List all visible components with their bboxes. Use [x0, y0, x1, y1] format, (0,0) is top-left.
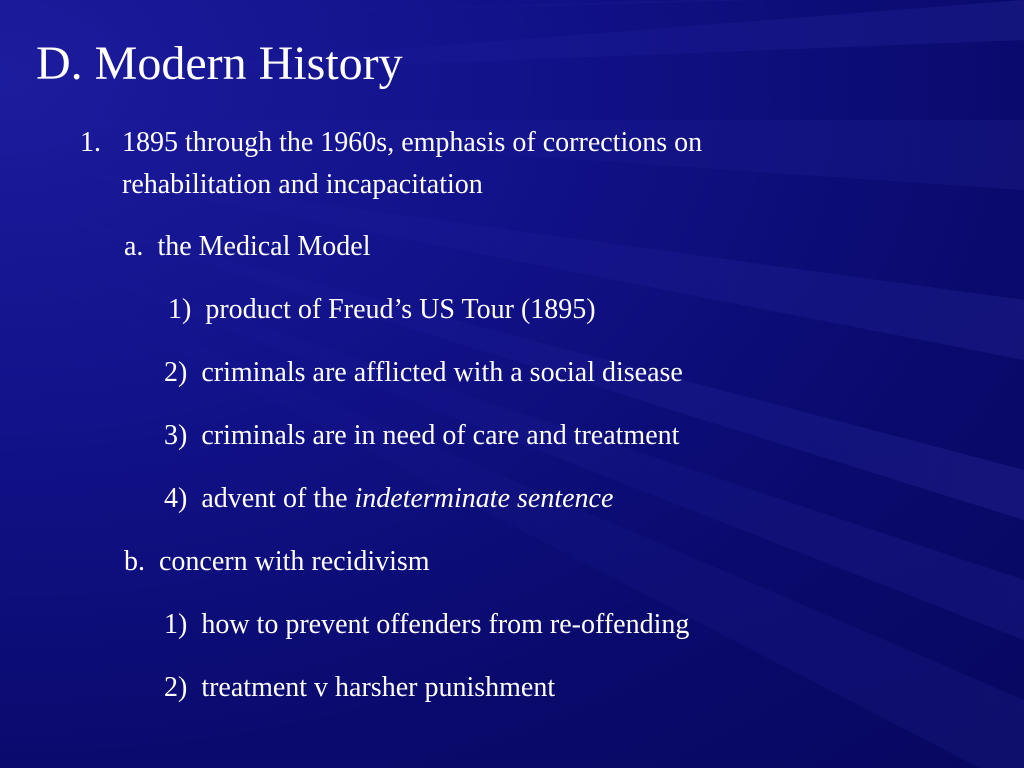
point-a-item-4-emphasis: indeterminate sentence	[354, 483, 614, 514]
point-a-item-4-marker: 4)	[164, 483, 188, 514]
point-a-item-2-marker: 2)	[164, 357, 188, 388]
point-a-item-3-marker: 3)	[164, 420, 188, 451]
point-a-item-1-text: product of Freud’s US Tour (1895)	[205, 294, 596, 325]
point-a-item-2	[164, 357, 683, 389]
point-1-text-line1: 1895 through the 1960s, emphasis of corrections on	[122, 127, 703, 158]
point-b-item-2-text: treatment v harsher punishment	[201, 672, 556, 703]
point-a-item-2-text: criminals are afflicted with a social disease	[201, 357, 683, 388]
point-b-item-1-marker: 1)	[164, 609, 188, 640]
point-a-item-4-text: advent of the	[201, 483, 355, 514]
point-a	[124, 231, 371, 263]
point-a-item-1	[168, 294, 596, 326]
point-a-text: the Medical Model	[157, 231, 371, 262]
point-a-item-4	[164, 483, 613, 515]
point-b-item-2	[164, 672, 555, 704]
point-a-item-3	[164, 420, 679, 452]
point-a-item-1-marker: 1)	[168, 294, 192, 325]
point-1-marker: 1.	[80, 127, 101, 158]
point-b-marker: b.	[124, 546, 145, 577]
point-b-item-2-marker: 2)	[164, 672, 188, 703]
point-1-text-line2: rehabilitation and incapacitation	[122, 169, 483, 200]
point-b-item-1	[164, 609, 689, 641]
point-b-text: concern with recidivism	[159, 546, 430, 577]
point-a-marker: a.	[124, 231, 144, 262]
slide-title: D. Modern History	[36, 37, 403, 90]
point-b-item-1-text: how to prevent offenders from re-offending	[201, 609, 690, 640]
point-b	[124, 546, 430, 578]
point-a-item-3-text: criminals are in need of care and treatment	[201, 420, 680, 451]
